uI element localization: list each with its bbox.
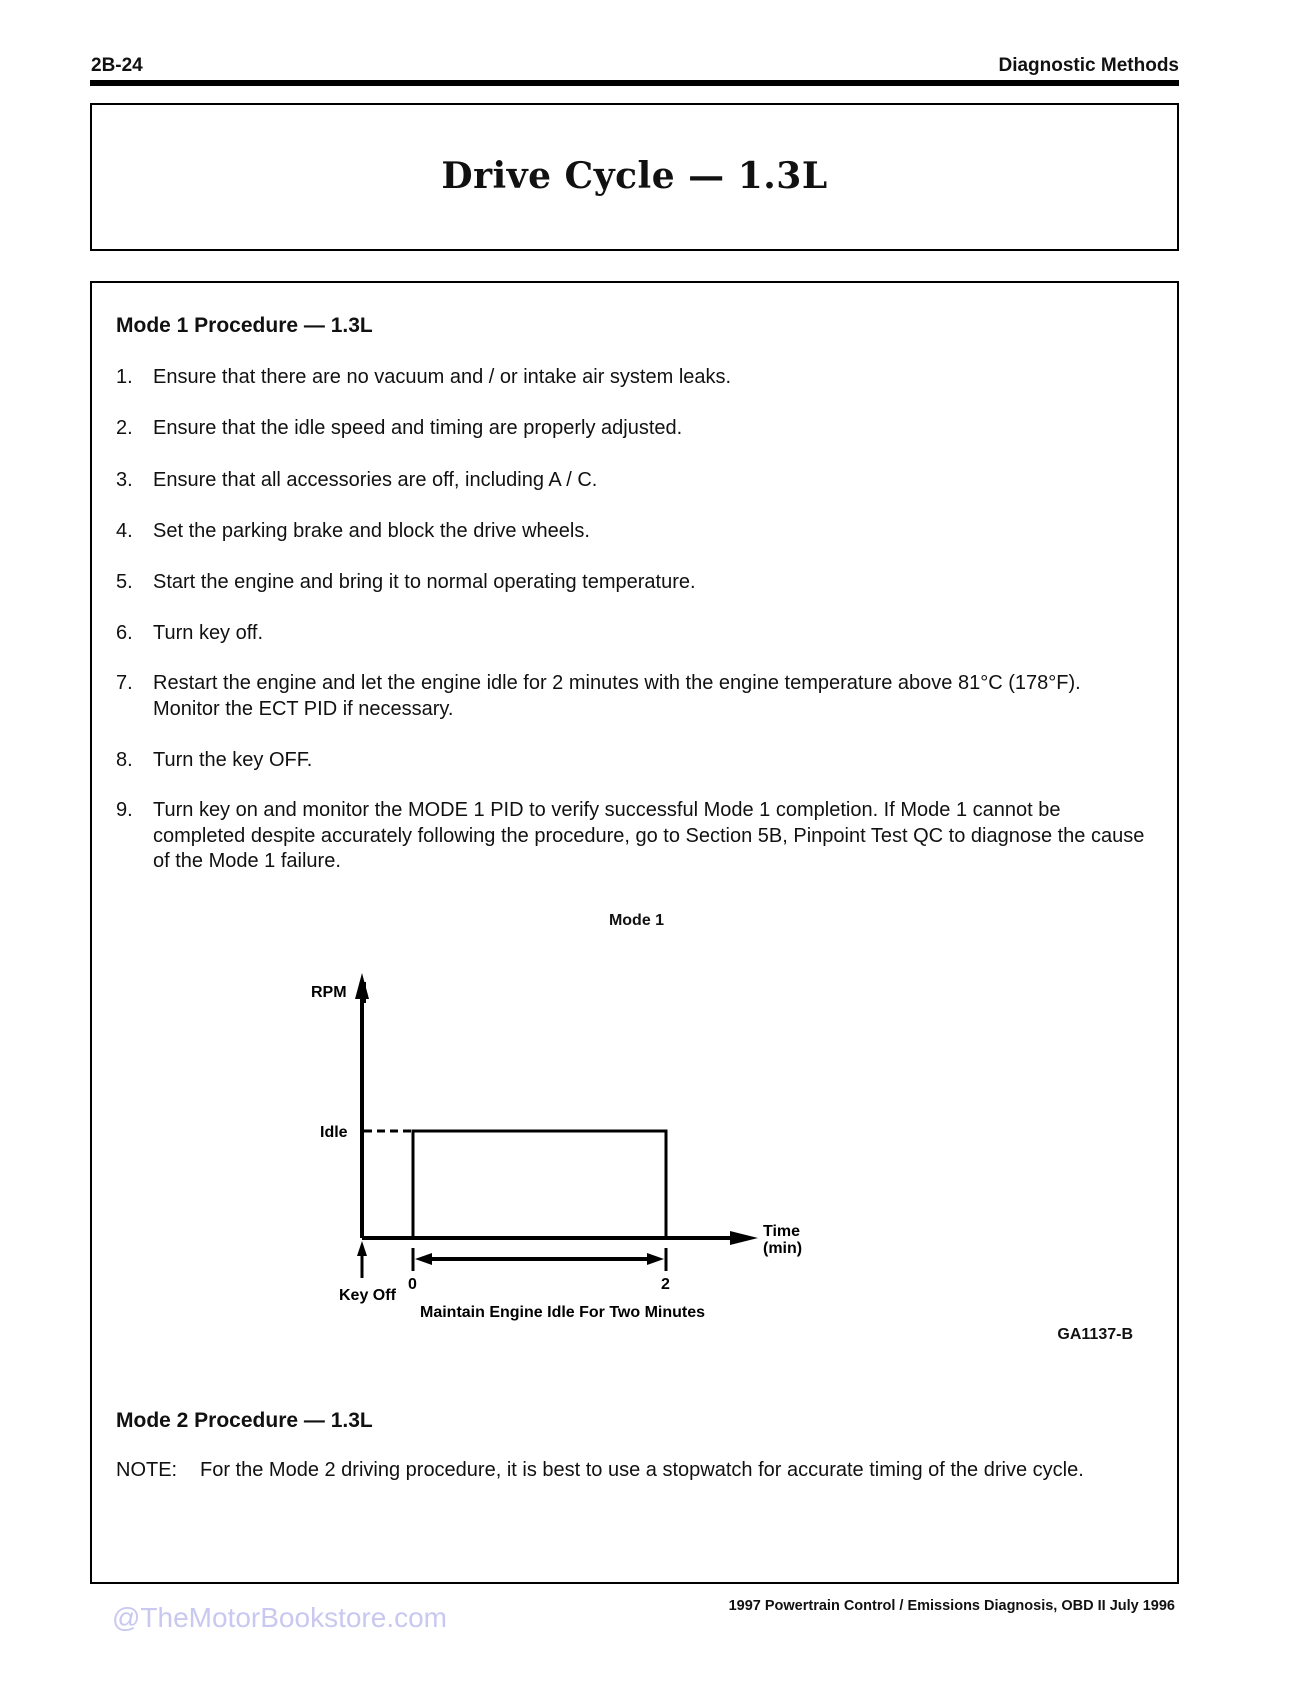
duration-caption: Maintain Engine Idle For Two Minutes [420,1304,706,1321]
rpm-trace [413,1131,666,1238]
step-number: 1. [116,366,133,388]
mode1-heading: Mode 1 Procedure — 1.3L [116,314,373,337]
figure-id: GA1137-B [1057,1326,1133,1343]
procedure-box [90,281,1179,1584]
key-off-arrow-icon [357,1241,367,1256]
y-axis-label: RPM [311,984,347,1001]
bracket-left-arrow-icon [415,1253,432,1265]
page-number: 2B-24 [91,55,143,76]
y-axis-arrow-icon [355,973,369,999]
step-number: 8. [116,749,133,771]
step-number: 4. [116,520,133,542]
page-title: Drive Cycle — 1.3L [441,155,828,197]
footer-text: 1997 Powertrain Control / Emissions Diagnosis, OBD II July 1996 [728,1598,1175,1614]
step-number: 9. [116,799,133,821]
note-text: For the Mode 2 driving procedure, it is best to use a stopwatch for accurate timing of the drive cycle. [200,1459,1084,1481]
bracket-right-arrow-icon [647,1253,664,1265]
key-off-label: Key Off [339,1287,396,1304]
step-text: Restart the engine and let the engine idle for 2 minutes with the engine temperature above 81°C (178°F). Monitor the ECT PID if necessary. [153,672,1081,720]
step-number: 7. [116,672,133,694]
mode1-chart-diagram [90,281,1179,1584]
watermark: @TheMotorBookstore.com [112,1602,447,1633]
step-number: 5. [116,571,133,593]
header-rule [90,80,1179,86]
step-number: 6. [116,622,133,644]
x-tick-2: 2 [661,1276,670,1293]
chart-title: Mode 1 [608,912,665,929]
step-text: Set the parking brake and block the drive wheels. [153,520,590,542]
step-text: Start the engine and bring it to normal operating temperature. [153,571,696,593]
step-number: 3. [116,469,133,491]
x-axis-label-line2: (min) [763,1240,803,1257]
x-axis-arrow-icon [730,1231,758,1245]
x-tick-0: 0 [408,1276,417,1293]
step-number: 2. [116,417,133,439]
step-text: Turn key on and monitor the MODE 1 PID to verify successful Mode 1 completion. If Mode 1 cannot be completed despite accurately following the procedure, go to Section 5B, Pinpoint Test QC to diagnose the cause of the Mode 1 failure. [153,799,1145,872]
x-axis-label-line1: Time [763,1223,801,1240]
note-label: NOTE: [116,1459,178,1481]
step-text: Ensure that all accessories are off, including A / C. [153,469,598,491]
y-tick-idle: Idle [320,1124,348,1141]
step-text: Turn key off. [153,622,264,644]
mode2-note [116,1459,1084,1482]
section-name: Diagnostic Methods [998,55,1179,76]
mode2-heading: Mode 2 Procedure — 1.3L [116,1409,373,1432]
step-text: Turn the key OFF. [153,749,313,771]
step-text: Ensure that the idle speed and timing are properly adjusted. [153,417,683,439]
step-text: Ensure that there are no vacuum and / or intake air system leaks. [153,366,732,388]
title-box [90,103,1179,251]
